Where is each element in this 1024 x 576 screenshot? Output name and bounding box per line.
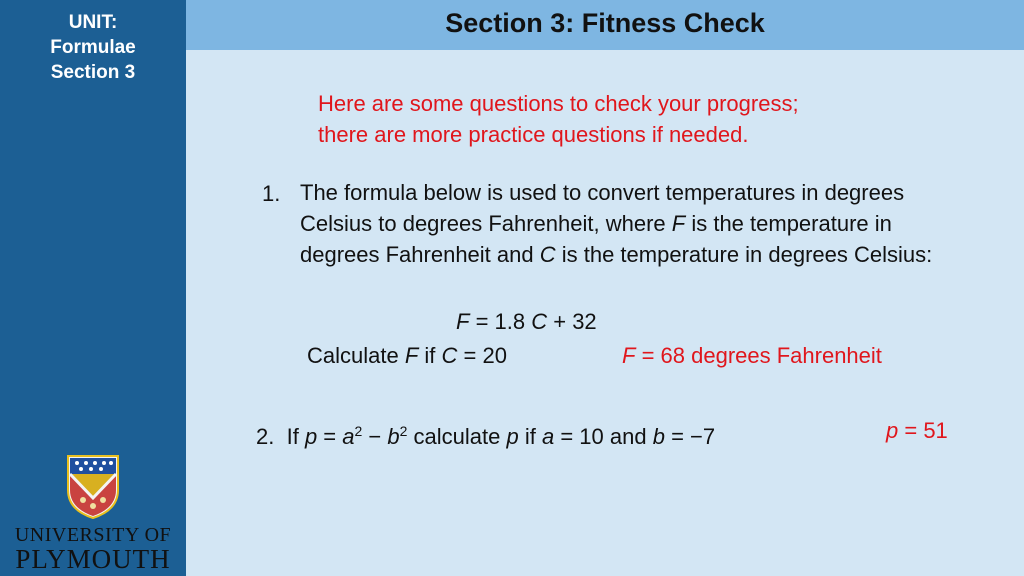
- university-crest-icon: [66, 454, 120, 520]
- q2-var-p2: p: [506, 424, 519, 449]
- calc-if: if: [418, 343, 442, 368]
- calc-var-c: C: [441, 343, 458, 368]
- question1-answer: [622, 343, 882, 369]
- calc-var-f: F: [404, 343, 419, 368]
- question1-calc: [307, 343, 507, 369]
- q1-text-a: The formula below is used to convert temperatures in degrees Celsius to degrees Fahrenheit, where: [300, 180, 905, 236]
- q2-number: 2.: [256, 424, 275, 449]
- q2-var-a: a: [342, 424, 355, 449]
- q2-minus: −: [362, 424, 388, 449]
- q2-exp-a: 2: [354, 423, 363, 439]
- formula-eq: = 1.8: [469, 309, 532, 334]
- question1-text: [300, 177, 940, 270]
- calc-label: Calculate: [307, 343, 405, 368]
- answer1-var: F: [622, 343, 636, 368]
- intro-line1: Here are some questions to check your progress;: [318, 91, 799, 116]
- q2-calc-text: calculate: [407, 424, 507, 449]
- question1-number: 1.: [262, 181, 281, 206]
- answer2-var: p: [886, 418, 899, 443]
- formula-lhs: F: [456, 309, 470, 334]
- unit-label: [0, 10, 186, 85]
- q1-text-b: is the temperature in degrees Fahrenheit and: [300, 211, 892, 267]
- q2-var-a2: a: [541, 424, 555, 449]
- q1-var-f: F: [671, 211, 686, 236]
- q2-b-val: = −7: [664, 424, 716, 449]
- sidebar: [0, 0, 186, 576]
- question2: [256, 424, 715, 450]
- q2-exp-b: 2: [399, 423, 408, 439]
- header-bar: [186, 0, 1024, 50]
- answer2-text: = 51: [898, 418, 948, 443]
- q2-var-b2: b: [652, 424, 665, 449]
- q2-a-val: = 10 and: [554, 424, 653, 449]
- q1-var-c: C: [539, 242, 556, 267]
- answer1-text: = 68 degrees Fahrenheit: [635, 343, 882, 368]
- formula-var: C: [531, 309, 548, 334]
- conversion-formula: [456, 309, 597, 335]
- intro-text: [318, 88, 938, 150]
- q2-if2: if: [518, 424, 542, 449]
- unit-line: UNIT:: [68, 12, 118, 33]
- q2-eq: =: [317, 424, 343, 449]
- university-line1: UNIVERSITY OF: [14, 524, 172, 546]
- formula-rest: + 32: [547, 309, 597, 334]
- question2-answer: [886, 418, 948, 444]
- intro-line2: there are more practice questions if needed.: [318, 122, 749, 147]
- university-name: [10, 524, 176, 572]
- unit-section: Section 3: [50, 62, 136, 83]
- q2-if: If: [286, 424, 305, 449]
- page-title: Section 3: Fitness Check: [445, 8, 765, 38]
- q1-text-c: is the temperature in degrees Celsius:: [555, 242, 933, 267]
- unit-name: Formulae: [50, 37, 136, 58]
- q2-var-p: p: [304, 424, 318, 449]
- calc-value: = 20: [457, 343, 507, 368]
- q2-var-b: b: [387, 424, 400, 449]
- university-line2: PLYMOUTH: [15, 544, 171, 574]
